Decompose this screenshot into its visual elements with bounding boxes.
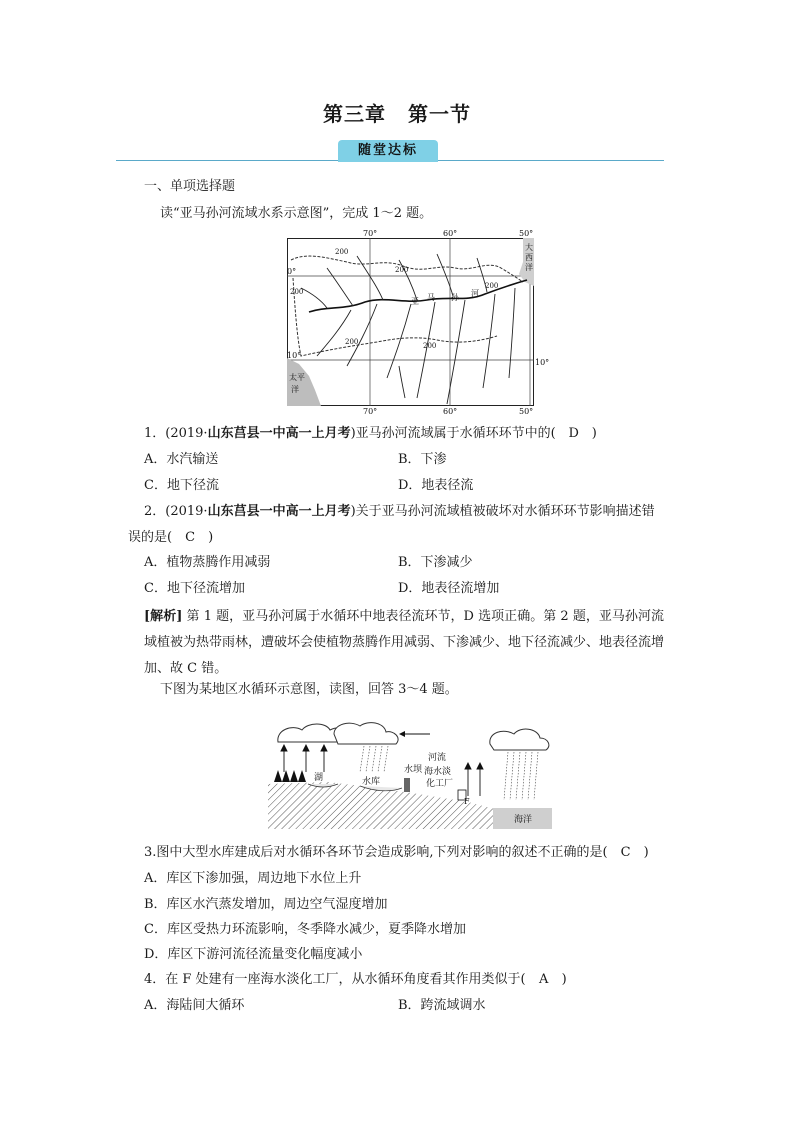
atlantic-label: 洋 (525, 263, 533, 272)
dam (404, 778, 410, 792)
page-title (0, 98, 794, 127)
question-2: 2．(2019·山东莒县一中高一上月考)关于亚马孙河流域植被破坏对水循环环节影响描述错 (144, 504, 655, 519)
option-q3-c: C．库区受热力环流影响，冬季降水减少，夏季降水增加 (144, 922, 466, 937)
contour-label: 200 (423, 342, 437, 350)
label-plant-2: 化工厂 (426, 779, 454, 789)
section-heading: 一、单项选择题 (144, 179, 236, 194)
question-2-cont: 误的是( C ) (128, 530, 214, 545)
river-label: 亚 (411, 297, 419, 306)
rain-right (504, 752, 538, 800)
answer-q2: C (185, 530, 196, 545)
label-reservoir: 水库 (362, 777, 381, 787)
option-q1-c: C．地下径流 (144, 478, 219, 493)
rain-middle (360, 746, 388, 772)
amazon-basin-map (287, 229, 550, 416)
contour-label: 200 (395, 266, 409, 274)
section-badge: 随堂达标 (338, 140, 438, 162)
answer-q3: C (620, 845, 631, 860)
option-q3-d: D．库区下游河流径流量变化幅度减小 (144, 947, 363, 962)
label-60-top: 60° (443, 229, 458, 238)
question-1: 1．(2019·山东莒县一中高一上月考)亚马孙河流域属于水循环环节中的( D ) (144, 426, 597, 441)
explanation-text: 第 1 题，亚马孙河属于水循环中地表径流环节，D 选项正确。第 2 题，亚马孙河流域植被为热带雨林，遭破坏会使植物蒸腾作用减弱、下渗减少、地下径流减少、地表径流增加、故 C 错。 (144, 609, 665, 676)
option-q3-b: B．库区水汽蒸发增加，周边空气湿度增加 (144, 897, 388, 912)
option-q4-a: A．海陆间大循环 (144, 998, 245, 1013)
atlantic-label: 西 (525, 253, 533, 262)
label-ocean: 海洋 (514, 815, 533, 825)
river-label: 马 (427, 293, 435, 302)
forest (274, 770, 306, 782)
atlantic-label: 大 (525, 243, 533, 252)
label-lake: 湖 (314, 773, 324, 783)
label-lat10-right: 10° (535, 358, 550, 367)
cycle-intro: 下图为某地区水循环示意图，读图，回答 3～4 题。 (160, 682, 458, 697)
option-q1-d: D．地表径流 (398, 478, 474, 493)
contour-label: 200 (335, 248, 349, 256)
cloud-right (490, 729, 549, 750)
question-3: 3.图中大型水库建成后对水循环各环节会造成影响,下列对影响的叙述不正确的是( C ) (144, 845, 649, 860)
river-label: 河 (471, 289, 479, 298)
option-q1-a: A．水汽输送 (144, 452, 219, 467)
contour-label: 200 (290, 288, 304, 296)
contour-label: 200 (345, 338, 359, 346)
option-q2-d: D．地表径流增加 (398, 581, 500, 596)
option-q1-b: B．下渗 (398, 452, 447, 467)
option-q3-a: A．库区下渗加强，周边地下水位上升 (144, 871, 362, 886)
pacific-label: 洋 (291, 385, 299, 394)
label-50-bottom: 50° (519, 407, 534, 416)
cloud-middle (334, 723, 398, 744)
title-section: 第一节 (408, 102, 471, 126)
label-lat0: 0° (287, 267, 297, 276)
pacific-label: 太平 (289, 373, 305, 382)
option-q2-a: A．植物蒸腾作用减弱 (144, 555, 271, 570)
map-intro: 读“亚马孙河流域水系示意图”，完成 1～2 题。 (160, 206, 433, 221)
option-q4-b: B．跨流域调水 (398, 998, 486, 1013)
option-q2-c: C．地下径流增加 (144, 581, 245, 596)
water-cycle-diagram (268, 722, 552, 829)
label-f: F (464, 797, 470, 806)
contour-label: 200 (485, 282, 499, 290)
question-4: 4．在 F 处建有一座海水淡化工厂，从水循环角度看其作用类似于( A ) (144, 972, 567, 987)
label-dam: 水坝 (404, 765, 423, 775)
label-plant-1: 海水淡 (424, 767, 452, 777)
explanation-tag: [解析] (144, 609, 183, 624)
label-50-top: 50° (519, 229, 534, 238)
explanation (144, 604, 664, 682)
river-label: 孙 (451, 293, 459, 302)
title-chapter: 第三章 (323, 102, 386, 126)
label-70-top: 70° (363, 229, 378, 238)
answer-q1: D (568, 426, 579, 441)
label-70-bottom: 70° (363, 407, 378, 416)
answer-q4: A (538, 972, 549, 987)
label-60-bottom: 60° (443, 407, 458, 416)
label-river: 河流 (428, 753, 447, 763)
label-lat10-left: 10° (287, 351, 302, 360)
option-q2-b: B．下渗减少 (398, 555, 473, 570)
